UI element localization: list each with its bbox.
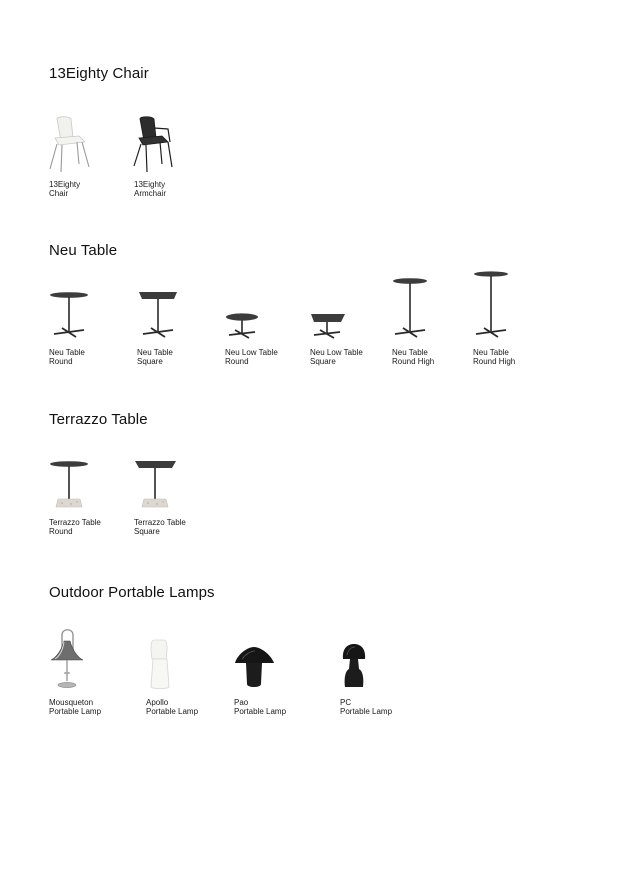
- product-caption: Pao Portable Lamp: [234, 698, 287, 716]
- product-caption: Terrazzo Table Round: [49, 518, 101, 536]
- product-neu-table-round-high-2[interactable]: [473, 271, 563, 371]
- product-caption: Neu Low Table Square: [310, 348, 363, 366]
- product-caption: Neu Table Square: [137, 348, 173, 366]
- round-table-icon: [49, 271, 89, 341]
- high-round-table-icon: [392, 271, 432, 341]
- product-caption: 13Eighty Chair: [49, 180, 81, 198]
- product-13eighty-chair[interactable]: [49, 116, 139, 206]
- product-terrazzo-table-round[interactable]: [49, 460, 139, 540]
- high-round-table-icon: [473, 271, 513, 341]
- product-caption: Neu Table Round: [49, 348, 85, 366]
- pao-lamp-icon: [234, 629, 280, 691]
- product-caption: Mousqueton Portable Lamp: [49, 698, 102, 716]
- product-caption: Neu Table Round High: [473, 348, 516, 366]
- product-apollo-portable-lamp[interactable]: [146, 629, 236, 719]
- apollo-lamp-icon: [146, 629, 180, 691]
- section-title-outdoor-portable-lamps: Outdoor Portable Lamps: [49, 584, 215, 601]
- product-pao-portable-lamp[interactable]: [234, 629, 324, 719]
- product-neu-low-table-round[interactable]: [225, 271, 315, 371]
- product-caption: 13Eighty Armchair: [134, 180, 167, 198]
- white-chair-icon: [49, 116, 94, 174]
- mousqueton-lamp-icon: [49, 629, 89, 691]
- product-terrazzo-table-square[interactable]: [134, 460, 224, 540]
- square-table-icon: [137, 271, 179, 341]
- product-mousqueton-portable-lamp[interactable]: [49, 629, 139, 719]
- product-neu-table-round[interactable]: [49, 271, 139, 371]
- low-square-table-icon: [310, 271, 346, 341]
- terrazzo-round-table-icon: [49, 460, 91, 510]
- section-title-13eighty-chair: 13Eighty Chair: [49, 65, 149, 82]
- product-caption: PC Portable Lamp: [340, 698, 393, 716]
- product-neu-low-table-square[interactable]: [310, 271, 400, 371]
- low-round-table-icon: [225, 271, 261, 341]
- product-neu-table-square[interactable]: [137, 271, 227, 371]
- product-caption: Neu Table Round High: [392, 348, 435, 366]
- black-armchair-icon: [134, 116, 179, 174]
- product-caption: Terrazzo Table Square: [134, 518, 186, 536]
- pc-lamp-icon: [340, 629, 374, 691]
- product-pc-portable-lamp[interactable]: [340, 629, 430, 719]
- section-title-terrazzo-table: Terrazzo Table: [49, 411, 148, 428]
- product-neu-table-round-high[interactable]: [392, 271, 482, 371]
- product-13eighty-armchair[interactable]: [134, 116, 224, 206]
- terrazzo-square-table-icon: [134, 460, 178, 510]
- section-title-neu-table: Neu Table: [49, 242, 118, 259]
- product-caption: Neu Low Table Round: [225, 348, 278, 366]
- product-caption: Apollo Portable Lamp: [146, 698, 199, 716]
